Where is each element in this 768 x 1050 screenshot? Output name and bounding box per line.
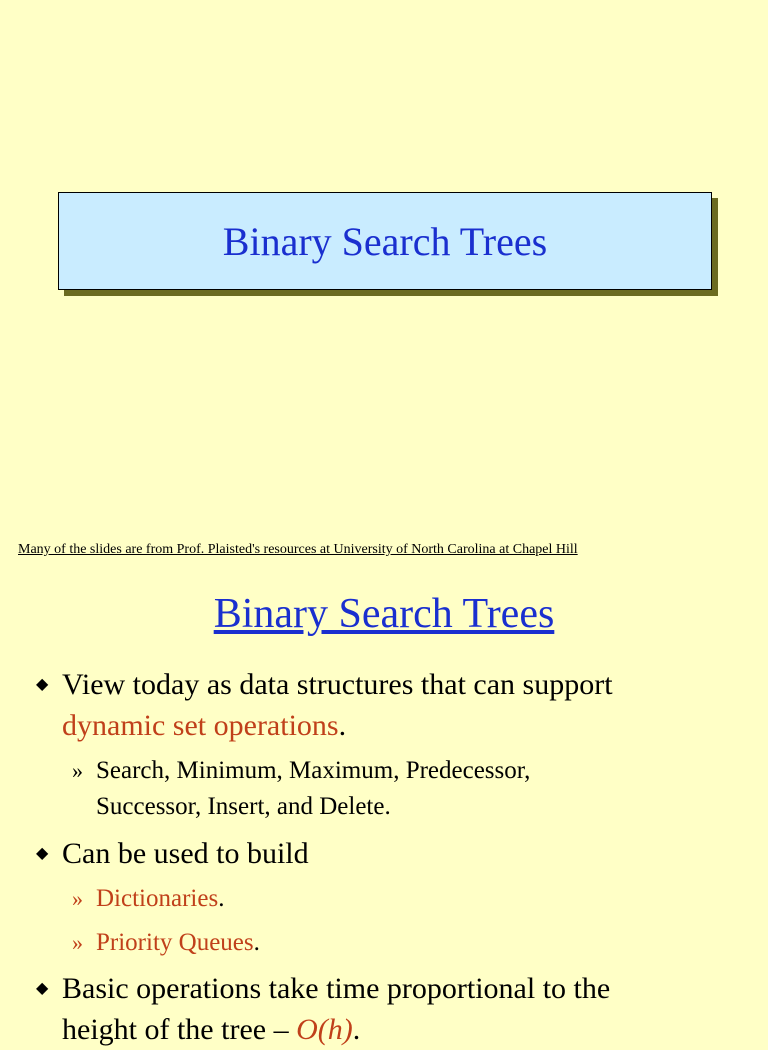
sub-text: Search, Minimum, Maximum, Predecessor, [96, 757, 531, 784]
sub-punct: . [218, 885, 225, 912]
sub-priority-queues [72, 925, 736, 961]
sub-highlight: Priority Queues [96, 929, 254, 956]
diamond-bullet-icon: ◆ [36, 676, 49, 693]
bullet-dynamic-set [36, 664, 742, 746]
slide-title: Binary Search Trees [222, 218, 548, 264]
bullet-text: Can be used to build [62, 837, 309, 870]
chevron-bullet-icon: » [72, 886, 83, 911]
sub-punct: . [253, 929, 260, 956]
chevron-bullet-icon: » [72, 930, 83, 955]
sub-dictionaries [72, 881, 736, 917]
bullet-text: View today as data structures that can support [62, 668, 613, 701]
bullet-text-line2: height of the tree – [62, 1013, 297, 1046]
diamond-bullet-icon: ◆ [36, 845, 49, 862]
bullet-punct: . [352, 1013, 361, 1046]
bullet-text: Basic operations take time proportional to the [62, 972, 611, 1005]
bullet-punct: . [338, 709, 347, 742]
diamond-bullet-icon: ◆ [36, 980, 49, 997]
credit-link[interactable]: Many of the slides are from Prof. Plaisted's resources at University of North Carolina at Chapel Hill [18, 542, 578, 557]
title-box [58, 192, 712, 290]
bullet-highlight: dynamic set operations [62, 709, 339, 742]
sub-text: Successor, Insert, and Delete. [96, 793, 391, 820]
bullet-highlight: O(h) [296, 1013, 353, 1046]
slide2-title: Binary Search Trees [213, 591, 555, 637]
sub-highlight: Dictionaries [96, 885, 219, 912]
bullet-basic-ops [36, 968, 742, 1050]
chevron-bullet-icon: » [72, 758, 83, 783]
bullet-build [36, 833, 742, 874]
sub-operations [72, 753, 736, 825]
